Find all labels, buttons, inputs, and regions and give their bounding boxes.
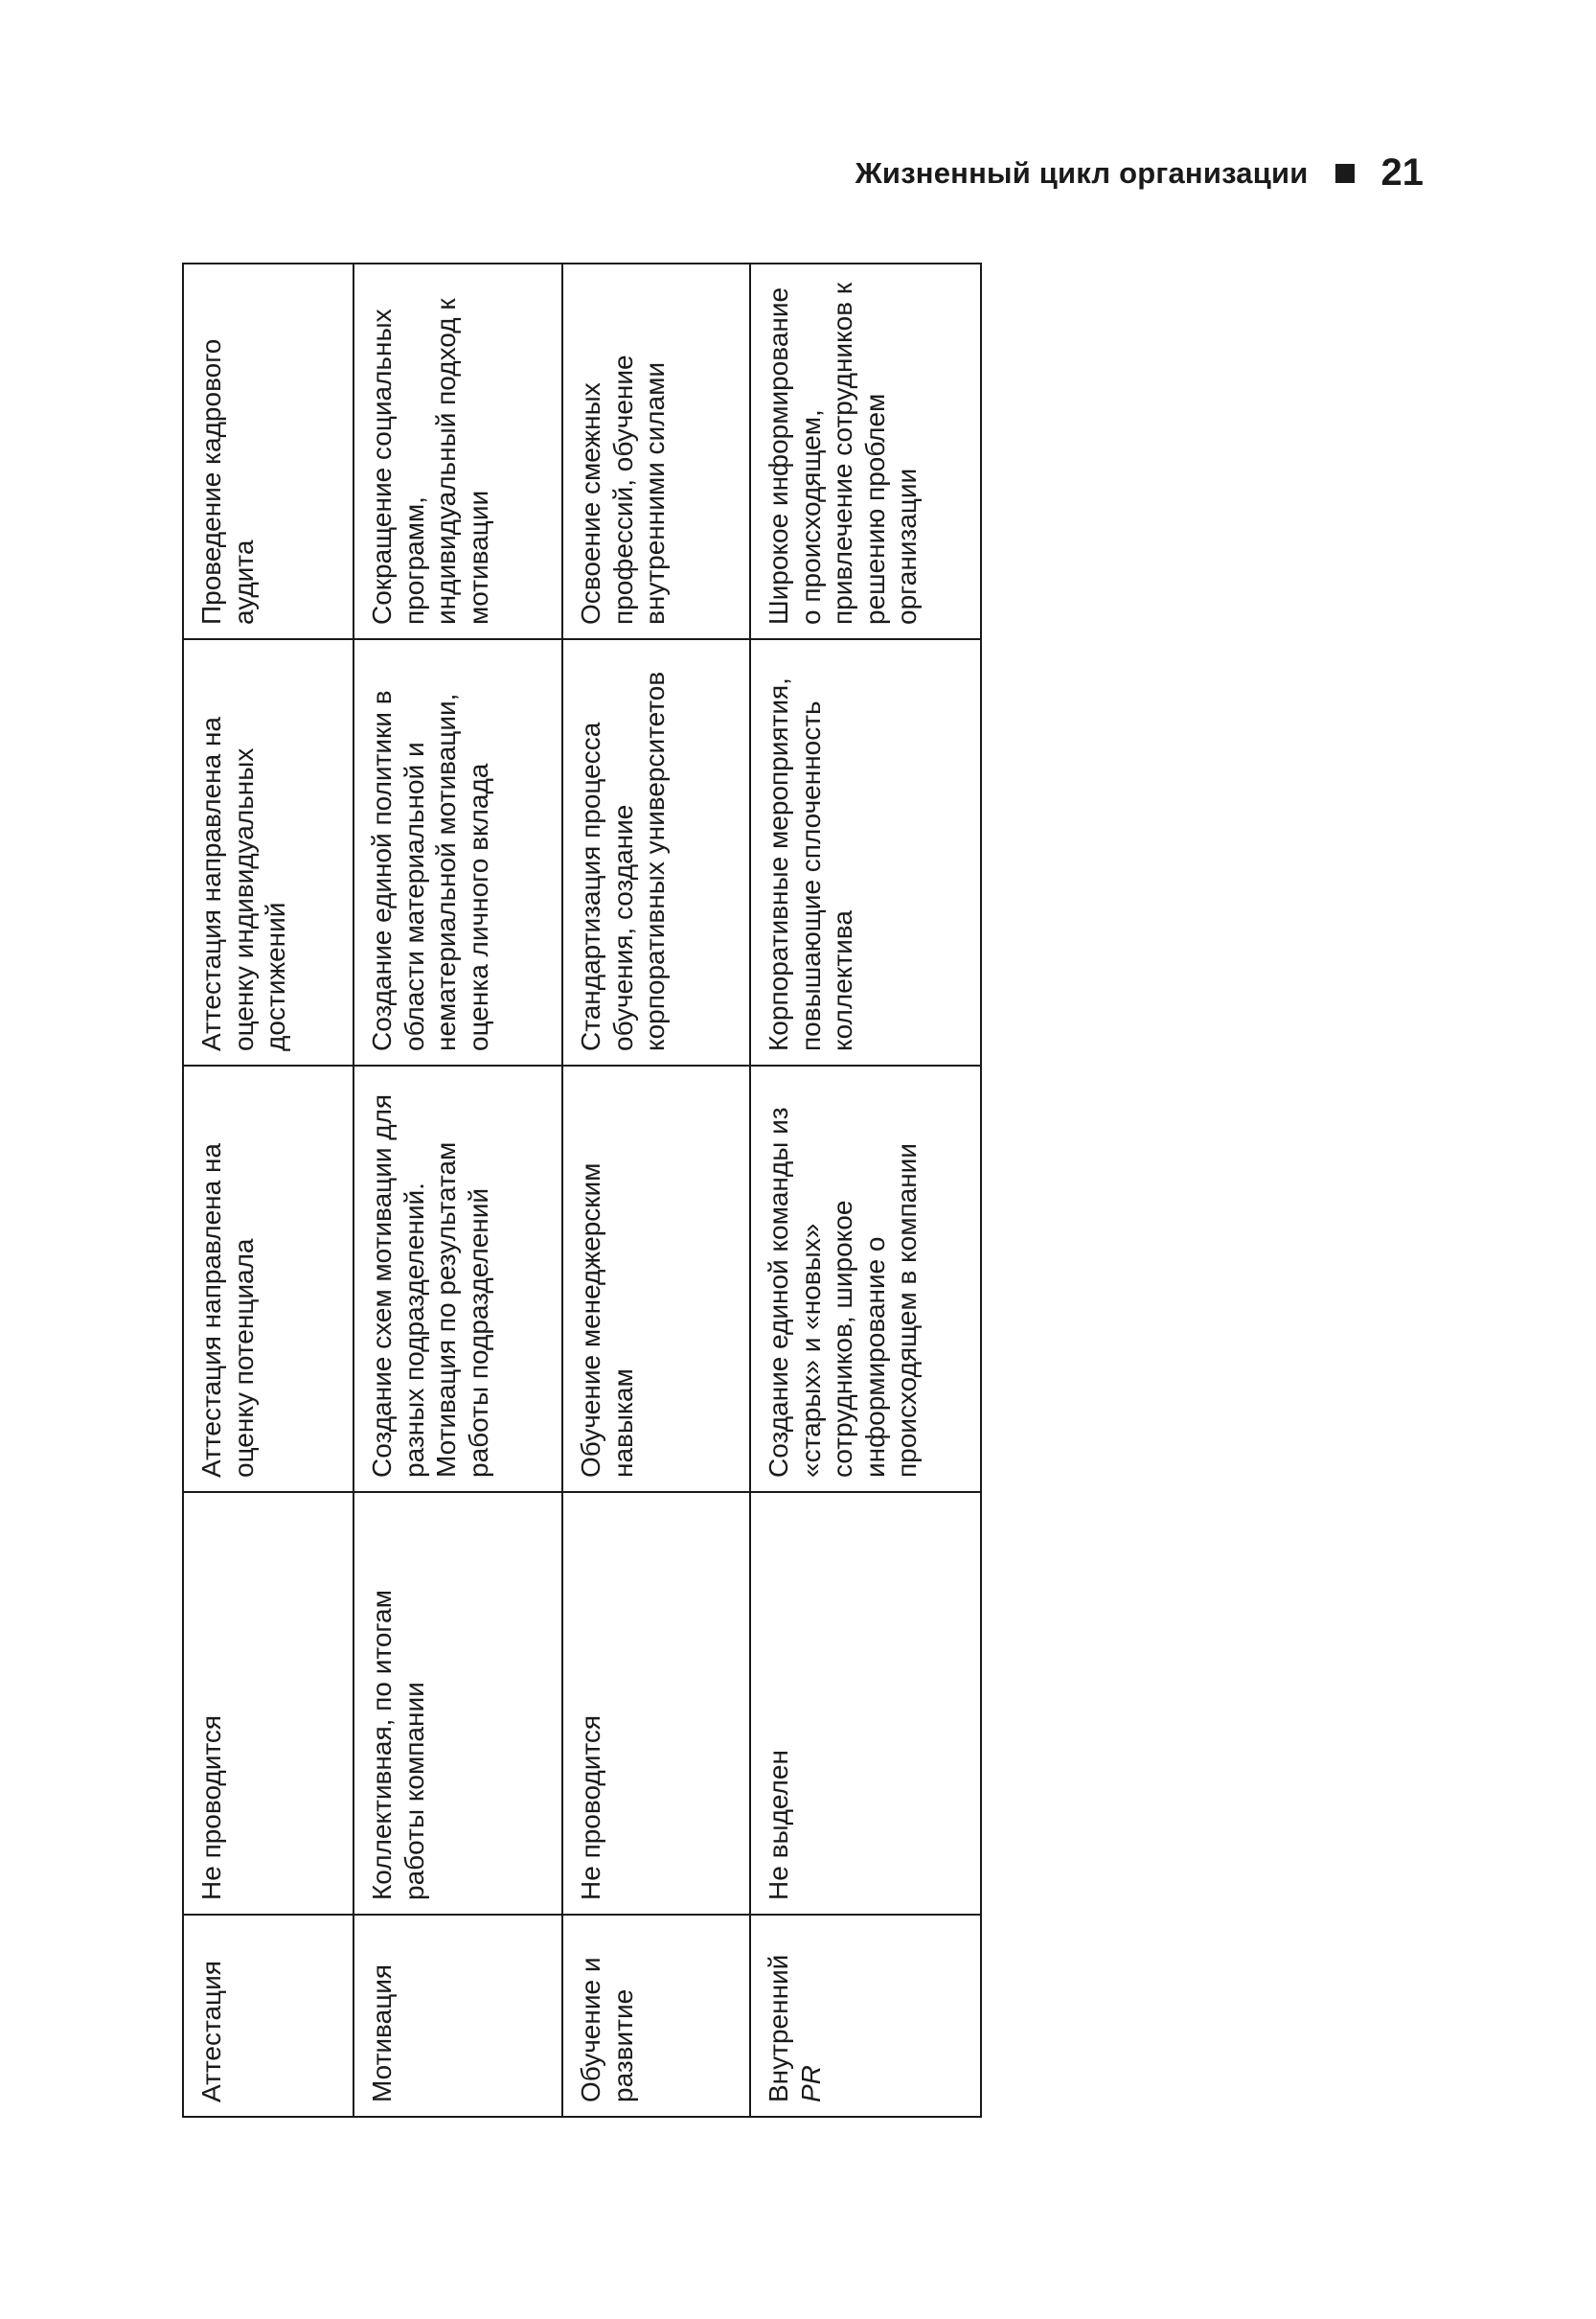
row-label-text: Внутренний bbox=[764, 1954, 793, 2102]
page-number: 21 bbox=[1380, 151, 1424, 194]
running-title: Жизненный цикл организации bbox=[855, 155, 1309, 190]
table-cell: Создание схем мотивации для разных подразделений. Мотивация по результатам работы подразделений bbox=[353, 1066, 562, 1492]
row-label: Обучение и развитие bbox=[562, 1915, 750, 2117]
table-cell: Не проводится bbox=[183, 1492, 353, 1915]
table-cell: Проведение кадрового аудита bbox=[183, 264, 353, 639]
table-cell: Сокращение социальных программ, индивидуальный подход к мотивации bbox=[353, 264, 562, 639]
table-cell: Создание единой политики в области материальной и нематериальной мотивации, оценка личного вклада bbox=[353, 639, 562, 1066]
row-label bbox=[750, 1915, 981, 2117]
table-cell: Обучение менеджерским навыкам bbox=[562, 1066, 750, 1492]
row-label: Мотивация bbox=[353, 1915, 562, 2117]
header-square-marker bbox=[1335, 164, 1355, 183]
rotated-table-container bbox=[182, 264, 980, 2118]
row-label-italic: PR bbox=[795, 2065, 826, 2102]
table-row-motivation bbox=[353, 264, 562, 2117]
table-row-attestation bbox=[183, 264, 353, 2117]
table-cell: Широкое информирование о происходящем, привлечение сотрудников к решению проблем организации bbox=[750, 264, 981, 639]
hr-lifecycle-table bbox=[182, 263, 982, 2118]
table-cell: Стандартизация процесса обучения, создание корпоративных университетов bbox=[562, 639, 750, 1066]
table-cell: Аттестация направлена на оценку индивидуальных достижений bbox=[183, 639, 353, 1066]
table-cell: Не проводится bbox=[562, 1492, 750, 1915]
table-cell: Коллективная, по итогам работы компании bbox=[353, 1492, 562, 1915]
table-cell: Аттестация направлена на оценку потенциала bbox=[183, 1066, 353, 1492]
table-cell: Освоение смежных профессий, обучение внутренними силами bbox=[562, 264, 750, 639]
table-cell: Не выделен bbox=[750, 1492, 981, 1915]
table-cell: Корпоративные мероприятия, повышающие сплоченность коллектива bbox=[750, 639, 981, 1066]
table-cell: Создание единой команды из «старых» и «новых» сотрудников, широкое информирование о происходящем в компании bbox=[750, 1066, 981, 1492]
row-label: Аттестация bbox=[183, 1915, 353, 2117]
table-row-training bbox=[562, 264, 750, 2117]
running-header bbox=[855, 151, 1424, 195]
table-row-internal-pr bbox=[750, 264, 981, 2117]
